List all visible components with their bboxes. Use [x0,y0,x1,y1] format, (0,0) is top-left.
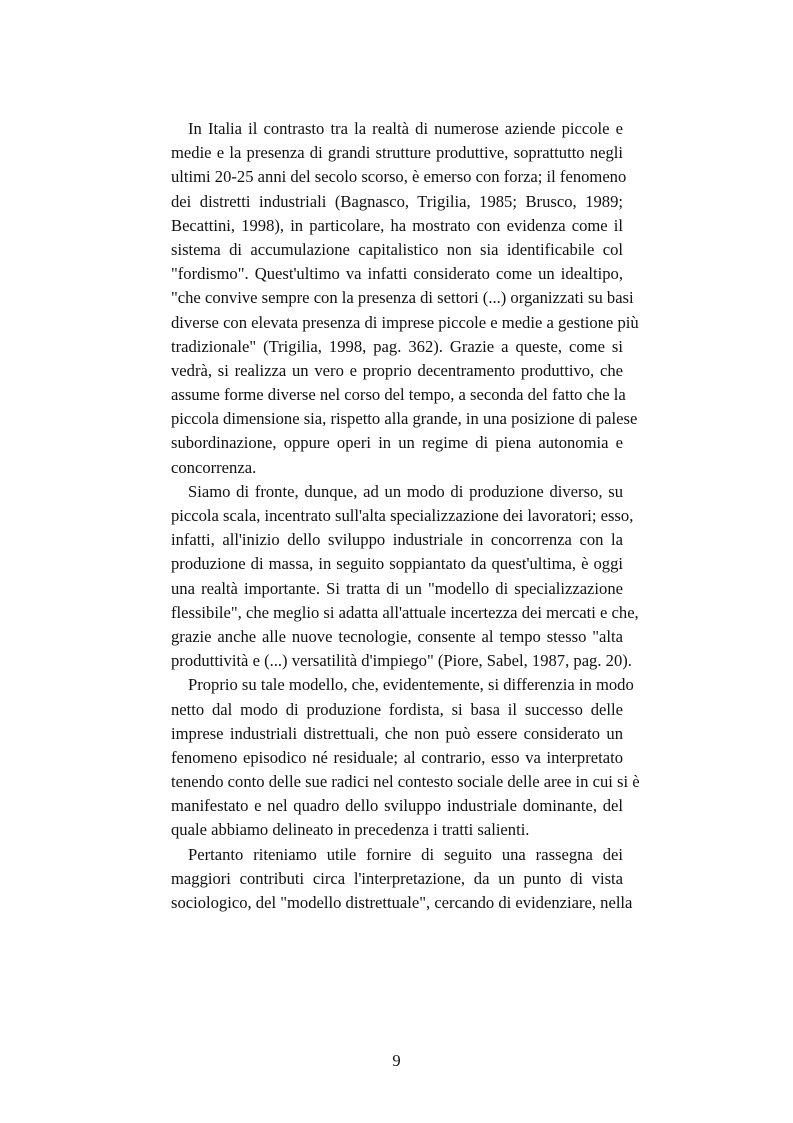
text-line: manifestato e nel quadro dello sviluppo industriale dominante, del [171,796,623,816]
text-line: produzione di massa, in seguito soppiantato da quest'ultima, è oggi [171,554,623,574]
text-line: diverse con elevata presenza di imprese piccole e medie a gestione più [171,312,639,332]
text-line: tradizionale" (Trigilia, 1998, pag. 362). Grazie a queste, come si [171,336,623,356]
text-line: sociologico, del "modello distrettuale", cercando di evidenziare, nella [171,893,633,912]
text-line: "fordismo". Quest'ultimo va infatti considerato come un idealtipo, [171,264,623,284]
text-line: piccola dimensione sia, rispetto alla grande, in una posizione di palese [171,409,638,429]
text-line: tenendo conto delle sue radici nel contesto sociale delle aree in cui si è [171,772,640,792]
paragraph-1 [171,117,639,480]
text-line: quale abbiamo delineato in precedenza i tratti salienti. [171,820,530,840]
text-line: In Italia il contrasto tra la realtà di numerose aziende piccole e [188,119,623,138]
text-line: grazie anche alle nuove tecnologie, consente al tempo stesso "alta [171,626,623,646]
paragraph-2 [171,480,639,674]
text-line: subordinazione, oppure operi in un regime di piena autonomia e [171,433,623,453]
text-line: dei distretti industriali (Bagnasco, Trigilia, 1985; Brusco, 1989; [171,191,623,211]
text-line: flessibile", che meglio si adatta all'attuale incertezza dei mercati e che, [171,602,639,622]
document-body [171,117,640,915]
text-line: sistema di accumulazione capitalistico non sia identificabile col [171,239,623,259]
text-line: vedrà, si realizza un vero e proprio decentramento produttivo, che [171,360,623,380]
text-line: fenomeno episodico né residuale; al contrario, esso va interpretato [171,747,623,767]
text-line: maggiori contributi circa l'interpretazione, da un punto di vista [171,868,623,888]
text-line: Siamo di fronte, dunque, ad un modo di produzione diverso, su [188,481,623,501]
text-line: netto dal modo di produzione fordista, si basa il successo delle [171,699,623,719]
text-line: infatti, all'inizio dello sviluppo industriale in concorrenza con la [171,530,623,550]
text-line: ultimi 20-25 anni del secolo scorso, è emerso con forza; il fenomeno [171,167,627,187]
paragraph-4 [171,843,633,916]
text-line: Proprio su tale modello, che, evidentemente, si differenzia in modo [188,675,634,695]
text-line: "che convive sempre con la presenza di settori (...) organizzati su basi [171,288,634,308]
text-line: concorrenza. [171,457,257,477]
text-line: produttività e (...) versatilità d'impiego" (Piore, Sabel, 1987, pag. 20). [171,651,632,671]
text-line: Becattini, 1998), in particolare, ha mostrato con evidenza come il [171,215,623,235]
text-line: piccola scala, incentrato sull'alta specializzazione dei lavoratori; esso, [171,506,634,525]
text-line: una realtà importante. Si tratta di un "modello di specializzazione [171,578,623,598]
page-number: 9 [392,1051,401,1070]
paragraph-3 [171,673,640,842]
text-line: imprese industriali distrettuali, che non può essere considerato un [171,723,623,743]
text-line: medie e la presenza di grandi strutture produttive, soprattutto negli [171,143,623,163]
text-line: Pertanto riteniamo utile fornire di seguito una rassegna dei [188,844,623,864]
text-line: assume forme diverse nel corso del tempo, a seconda del fatto che la [171,385,626,405]
